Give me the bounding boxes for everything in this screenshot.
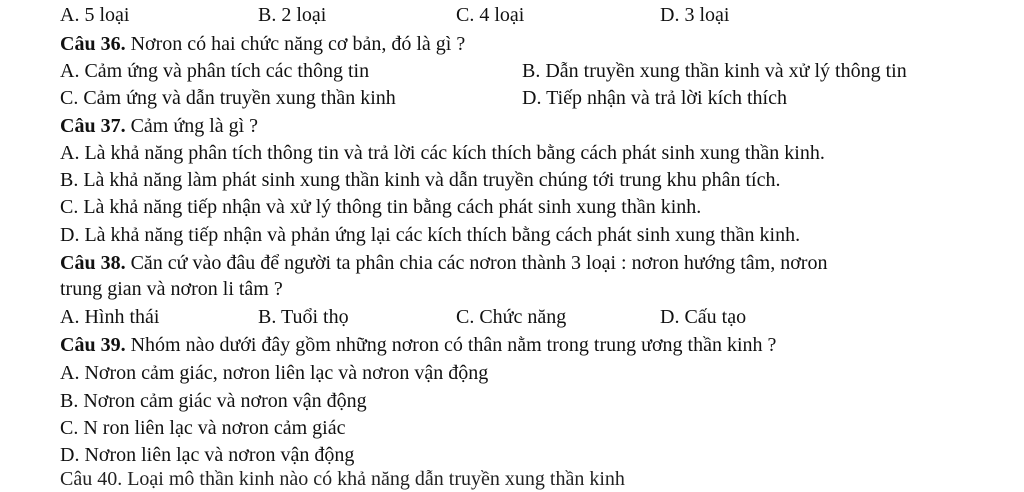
question-37-option-b: B. Là khả năng làm phát sinh xung thần kinh và dẫn truyền chúng tới trung khu phân tích. (60, 169, 781, 191)
question-37 (60, 113, 258, 139)
question-39-option-a: A. Nơron cảm giác, nơron liên lạc và nơron vận động (60, 362, 489, 384)
prev-option-b: B. 2 loại (258, 4, 327, 26)
question-36-option-a: A. Cảm ứng và phân tích các thông tin (60, 60, 370, 82)
question-39-option-b: B. Nơron cảm giác và nơron vận động (60, 390, 367, 412)
question-37-number: Câu 37. (60, 115, 126, 137)
question-39-number: Câu 39. (60, 334, 126, 356)
question-36-option-b: B. Dẫn truyền xung thần kinh và xử lý thông tin (522, 60, 907, 82)
question-38-number: Câu 38. (60, 252, 126, 274)
question-38 (60, 250, 827, 276)
question-36-option-c: C. Cảm ứng và dẫn truyền xung thần kinh (60, 87, 396, 109)
question-37-text: Cảm ứng là gì ? (125, 115, 259, 137)
question-38-text: Căn cứ vào đâu để người ta phân chia các nơron thành 3 loại : nơron hướng tâm, nơron (125, 252, 828, 274)
prev-option-a: A. 5 loại (60, 4, 130, 26)
question-39 (60, 332, 776, 358)
question-40-partial: Câu 40. Loại mô thần kinh nào có khả năng dẫn truyền xung thần kinh (60, 468, 625, 490)
question-37-option-c: C. Là khả năng tiếp nhận và xử lý thông tin bằng cách phát sinh xung thần kinh. (60, 196, 702, 218)
question-37-option-d: D. Là khả năng tiếp nhận và phản ứng lại các kích thích bằng cách phát sinh xung thần kinh. (60, 224, 801, 246)
question-36 (60, 31, 465, 57)
question-36-number: Câu 36. (60, 33, 126, 55)
question-39-option-d: D. Nơron liên lạc và nơron vận động (60, 444, 355, 466)
question-37-option-a: A. Là khả năng phân tích thông tin và trả lời các kích thích bằng cách phát sinh xung thần kinh. (60, 142, 825, 164)
question-38-option-a: A. Hình thái (60, 306, 160, 328)
question-38-option-c: C. Chức năng (456, 306, 567, 328)
prev-option-c: C. 4 loại (456, 4, 525, 26)
question-36-text: Nơron có hai chức năng cơ bản, đó là gì ? (125, 33, 466, 55)
question-39-text: Nhóm nào dưới đây gồm những nơron có thân nằm trong trung ương thần kinh ? (125, 334, 777, 356)
question-36-option-d: D. Tiếp nhận và trả lời kích thích (522, 87, 787, 109)
question-38-option-d: D. Cấu tạo (660, 306, 747, 328)
prev-option-d: D. 3 loại (660, 4, 730, 26)
question-39-option-c: C. N ron liên lạc và nơron cảm giác (60, 417, 346, 439)
question-38-text-continued: trung gian và nơron li tâm ? (60, 278, 283, 300)
question-38-option-b: B. Tuổi thọ (258, 306, 349, 328)
